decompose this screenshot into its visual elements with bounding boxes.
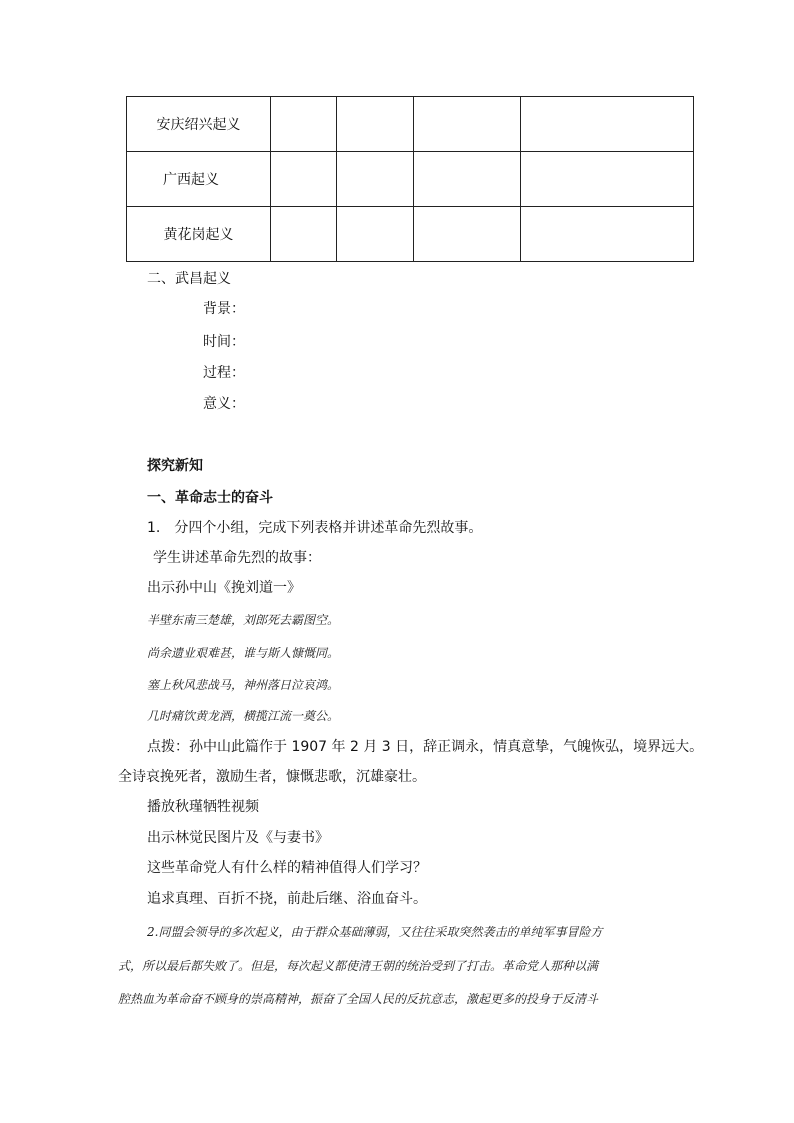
comment-line-1: 点拨：孙中山此篇作于 1907 年 2 月 3 日，辞正调永，情真意挚，气魄恢弘，境界远大。 — [147, 739, 704, 755]
item-background: 背景： — [203, 301, 245, 317]
empty-cell — [521, 97, 694, 152]
empty-cell — [521, 207, 694, 262]
empty-cell — [414, 97, 521, 152]
paragraph-line: 2.同盟会领导的多次起义，由于群众基础薄弱，又往往采取突然袭击的单纯军事冒险方 — [147, 925, 603, 939]
task-1: 1. 分四个小组，完成下列表格并讲述革命先烈故事。 — [147, 520, 483, 536]
empty-cell — [337, 97, 414, 152]
empty-cell — [414, 152, 521, 207]
table-row — [127, 207, 694, 262]
row-name-cell: 黄花岗起义 — [127, 207, 271, 262]
explore-title: 探究新知 — [147, 458, 203, 474]
empty-cell — [271, 97, 337, 152]
poem-line: 塞上秋风悲战马，神州落日泣哀鸿。 — [147, 678, 340, 692]
show-letter-line: 出示林觉民图片及《与妻书》 — [147, 830, 329, 846]
empty-cell — [271, 207, 337, 262]
empty-cell — [521, 152, 694, 207]
empty-cell — [337, 207, 414, 262]
empty-cell — [271, 152, 337, 207]
row-name-cell: 安庆绍兴起义 — [127, 97, 271, 152]
students-story: 学生讲述革命先烈的故事： — [153, 550, 321, 566]
item-significance: 意义： — [203, 396, 245, 412]
question-line: 这些革命党人有什么样的精神值得人们学习？ — [147, 860, 427, 876]
empty-cell — [414, 207, 521, 262]
row-name-cell: 广西起义 — [127, 152, 271, 207]
poem-line: 几时痛饮黄龙酒，横揽江流一奠公。 — [147, 709, 340, 723]
explore-subtitle: 一、革命志士的奋斗 — [147, 490, 273, 506]
answer-line: 追求真理、百折不挠，前赴后继、浴血奋斗。 — [147, 891, 427, 907]
video-line: 播放秋瑾牺牲视频 — [147, 799, 259, 815]
comment-line-2: 全诗哀挽死者，激励生者，慷慨悲歌，沉雄豪壮。 — [118, 769, 426, 785]
show-poem: 出示孙中山《挽刘道一》 — [147, 580, 301, 596]
paragraph-line: 腔热血为革命奋不顾身的崇高精神，振奋了全国人民的反抗意志，激起更多的投身于反清斗 — [118, 992, 599, 1006]
poem-line: 半壁东南三楚雄，刘郎死去霸图空。 — [147, 613, 340, 627]
item-process: 过程： — [203, 365, 245, 381]
item-time: 时间： — [203, 334, 245, 350]
section2-heading: 二、武昌起义 — [147, 271, 231, 287]
paragraph-line: 式，所以最后都失败了。但是，每次起义都使清王朝的统治受到了打击。革命党人那种以满 — [118, 959, 599, 973]
poem-line: 尚余遗业艰难甚，谁与斯人慷慨同。 — [147, 646, 340, 660]
empty-cell — [337, 152, 414, 207]
table-row — [127, 97, 694, 152]
table-row — [127, 152, 694, 207]
uprisings-table — [126, 96, 694, 262]
